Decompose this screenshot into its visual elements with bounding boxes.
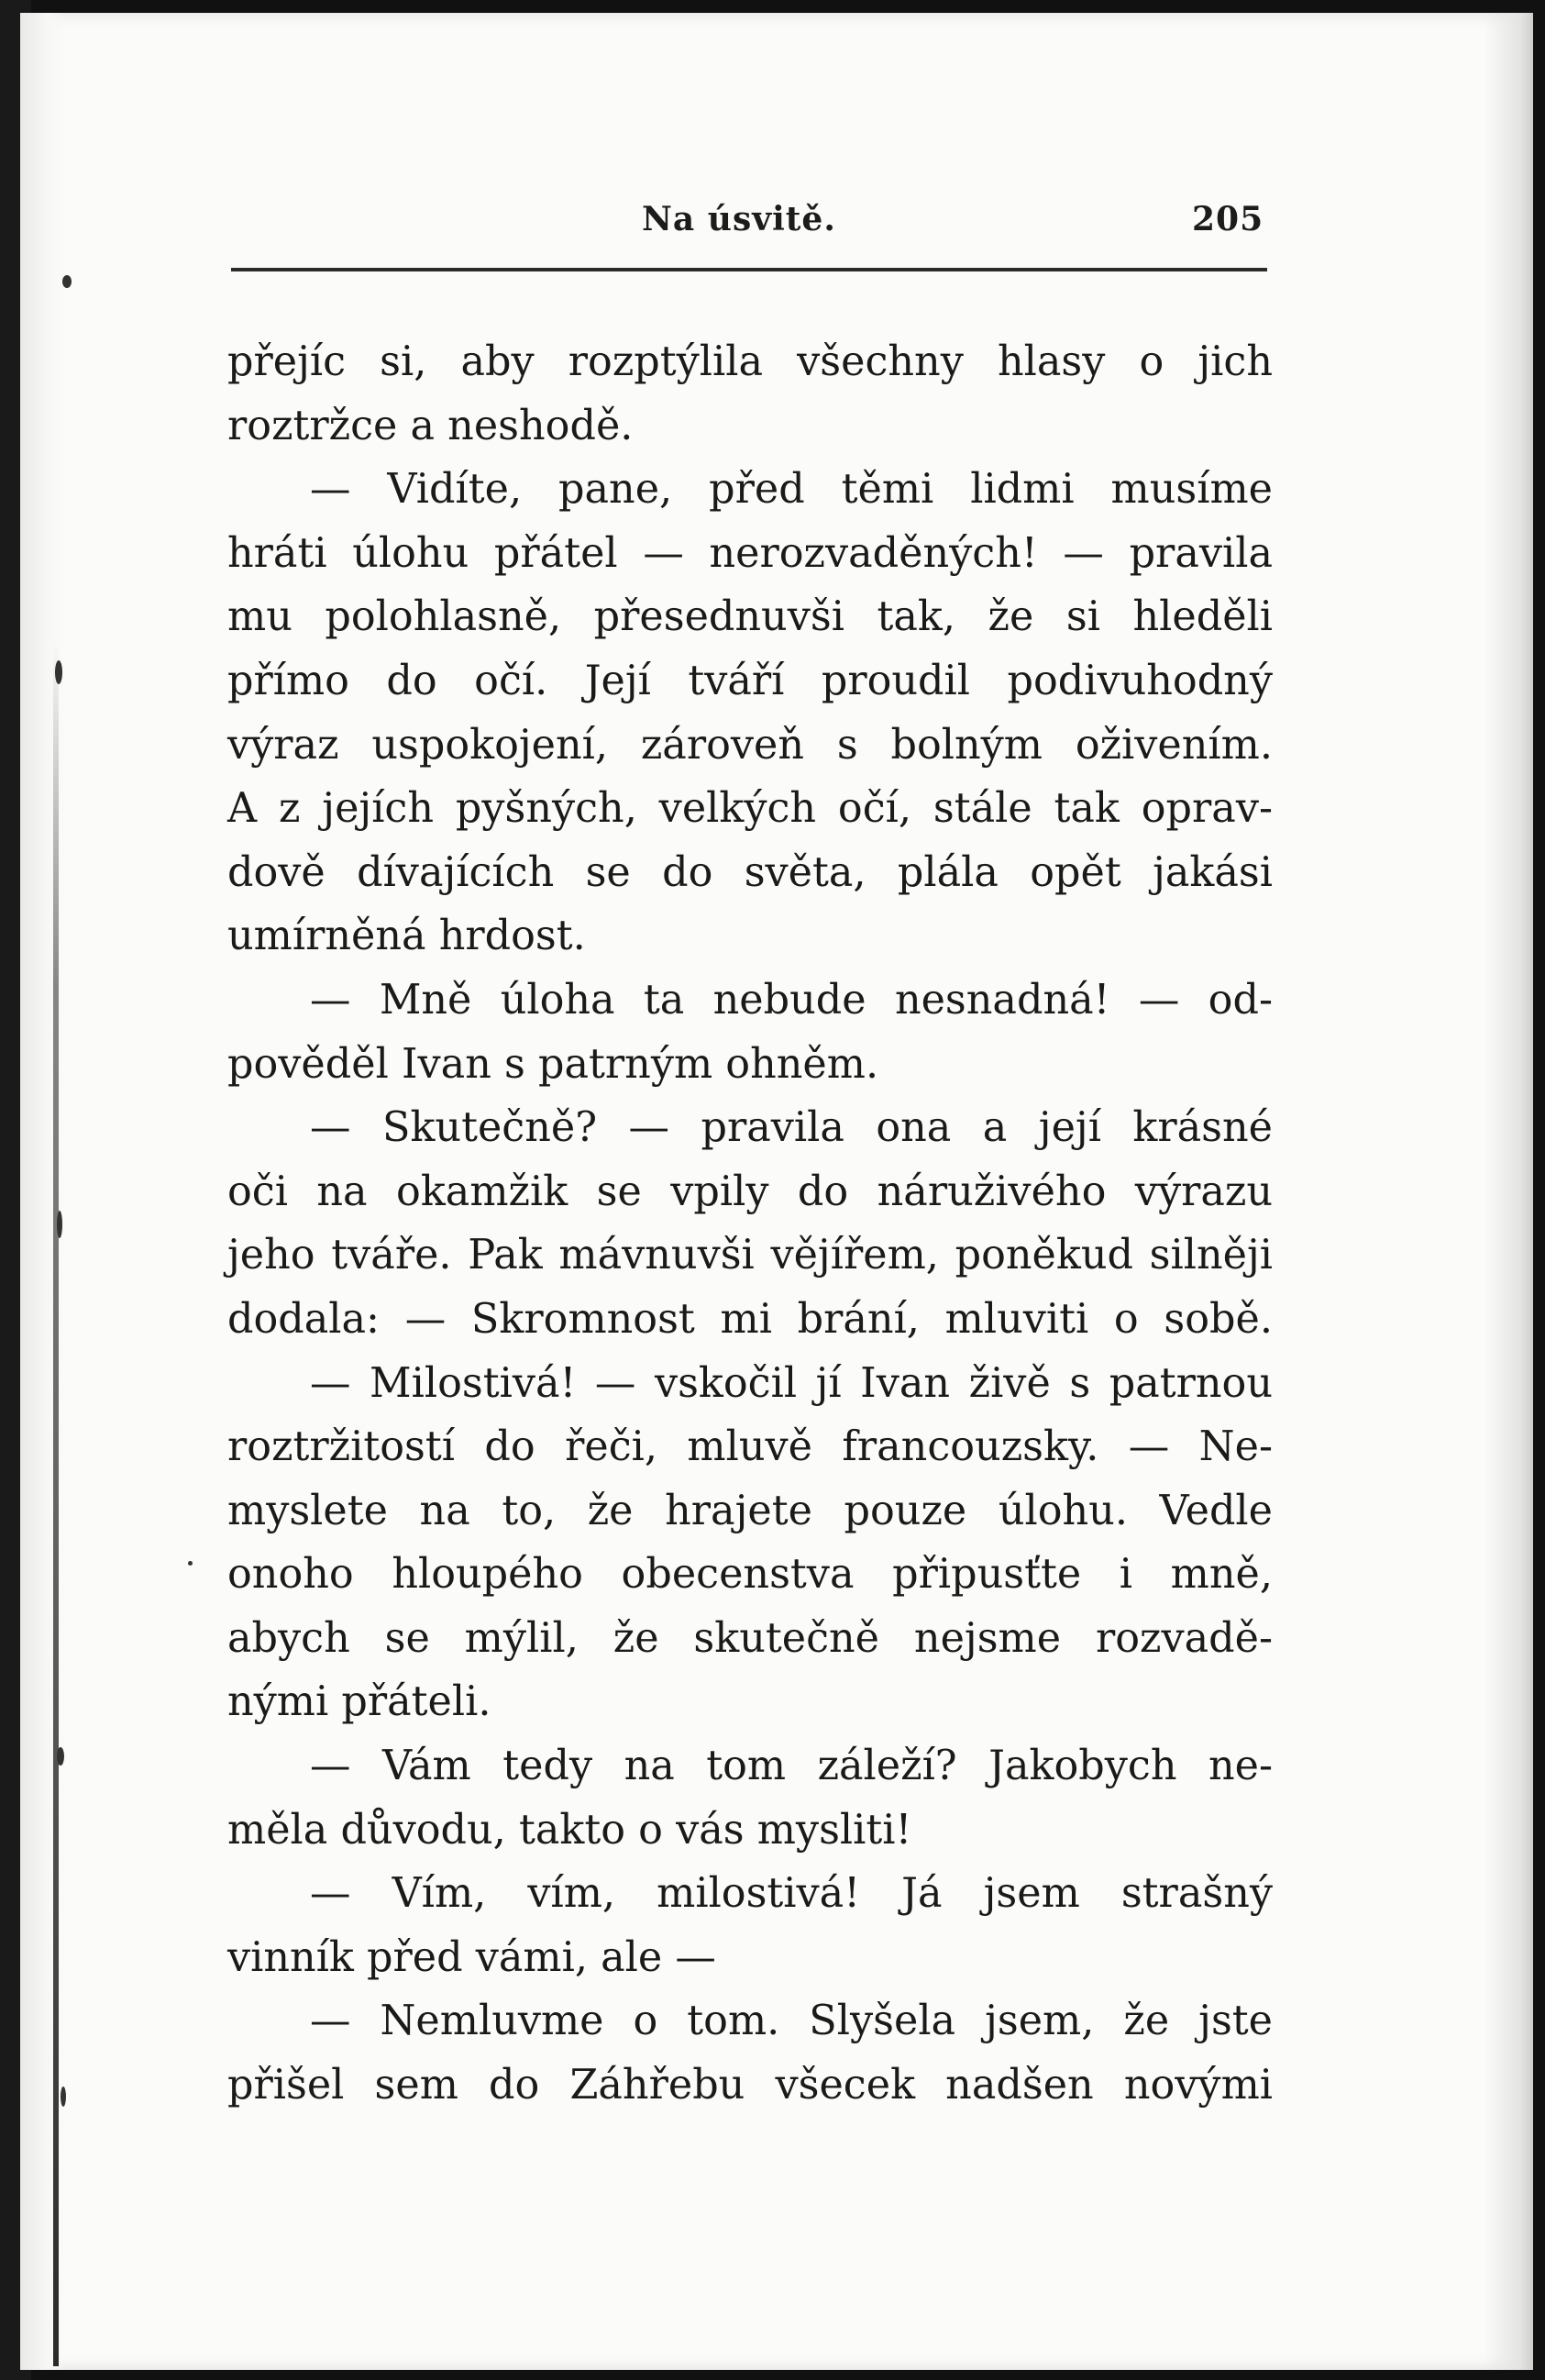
text-line: roztržce a neshodě. xyxy=(227,402,634,449)
binding-shadow xyxy=(20,13,66,2370)
text-line: nými přáteli. xyxy=(227,1678,491,1726)
text-line: hráti úlohu přátel — nerozvaděných! — pravila xyxy=(227,529,1273,577)
ink-speck xyxy=(188,1561,193,1566)
text-line: jeho tváře. Pak mávnuvši vějířem, poněkud silněji xyxy=(227,1232,1273,1279)
text-line: — Skutečně? — pravila ona a její krásné xyxy=(310,1104,1273,1152)
text-line: — Mně úloha ta nebude nesnadná! — od- xyxy=(310,976,1273,1024)
page-number: 205 xyxy=(1192,200,1264,238)
body-text xyxy=(227,330,1273,2118)
text-line: myslete na to, že hrajete pouze úlohu. Vedle xyxy=(227,1487,1273,1534)
text-line: abych se mýlil, že skutečně nejsme rozvadě- xyxy=(227,1614,1273,1662)
text-line: roztržitostí do řeči, mluvě francouzsky. — Ne- xyxy=(227,1423,1273,1471)
text-line: pověděl Ivan s patrným ohněm. xyxy=(227,1040,879,1088)
text-line: vinník před vámi, ale — xyxy=(227,1933,716,1981)
text-line: dodala: — Skromnost mi brání, mluviti o sobě. xyxy=(227,1295,1273,1343)
text-line: onoho hloupého obecenstva připusťte i mně, xyxy=(227,1551,1273,1599)
binding-mark xyxy=(61,2087,66,2107)
binding-mark xyxy=(62,275,72,288)
running-title: Na úsvitě. xyxy=(642,200,836,238)
text-line: A z jejích pyšných, velkých očí, stále tak oprav- xyxy=(227,785,1273,833)
text-line: umírněná hrdost. xyxy=(227,913,586,960)
text-line: oči na okamžik se vpily do náruživého výrazu xyxy=(227,1168,1273,1215)
binding-mark xyxy=(57,1747,64,1766)
text-line: — Vím, vím, milostivá! Já jsem strašný xyxy=(310,1870,1273,1918)
text-line: přejíc si, aby rozptýlila všechny hlasy o jich xyxy=(227,338,1273,385)
binding-mark xyxy=(57,1211,62,1238)
text-line: — Vám tedy na tom záleží? Jakobych ne- xyxy=(310,1743,1273,1790)
text-line: měla důvodu, takto o vás mysliti! xyxy=(227,1806,912,1854)
header-rule xyxy=(231,268,1267,271)
text-line: dově dívajících se do světa, plála opět jakási xyxy=(227,848,1273,896)
text-line: výraz uspokojení, zároveň s bolným oživením. xyxy=(227,721,1273,769)
text-line: — Vidíte, pane, před těmi lidmi musíme xyxy=(310,466,1273,514)
binding-edge-line xyxy=(53,642,59,2366)
text-line: přišel sem do Záhřebu všecek nadšen novými xyxy=(227,2062,1273,2109)
text-line: mu polohlasně, přesednuvši tak, že si hleděli xyxy=(227,593,1273,641)
text-line: přímo do očí. Její tváří proudil podivuhodný xyxy=(227,657,1273,704)
right-page-edge xyxy=(1484,13,1533,2370)
text-line: — Nemluvme o tom. Slyšela jsem, že jste xyxy=(310,1998,1273,2045)
binding-mark xyxy=(55,660,62,684)
text-line: — Milostivá! — vskočil jí Ivan živě s patrnou xyxy=(310,1359,1273,1407)
